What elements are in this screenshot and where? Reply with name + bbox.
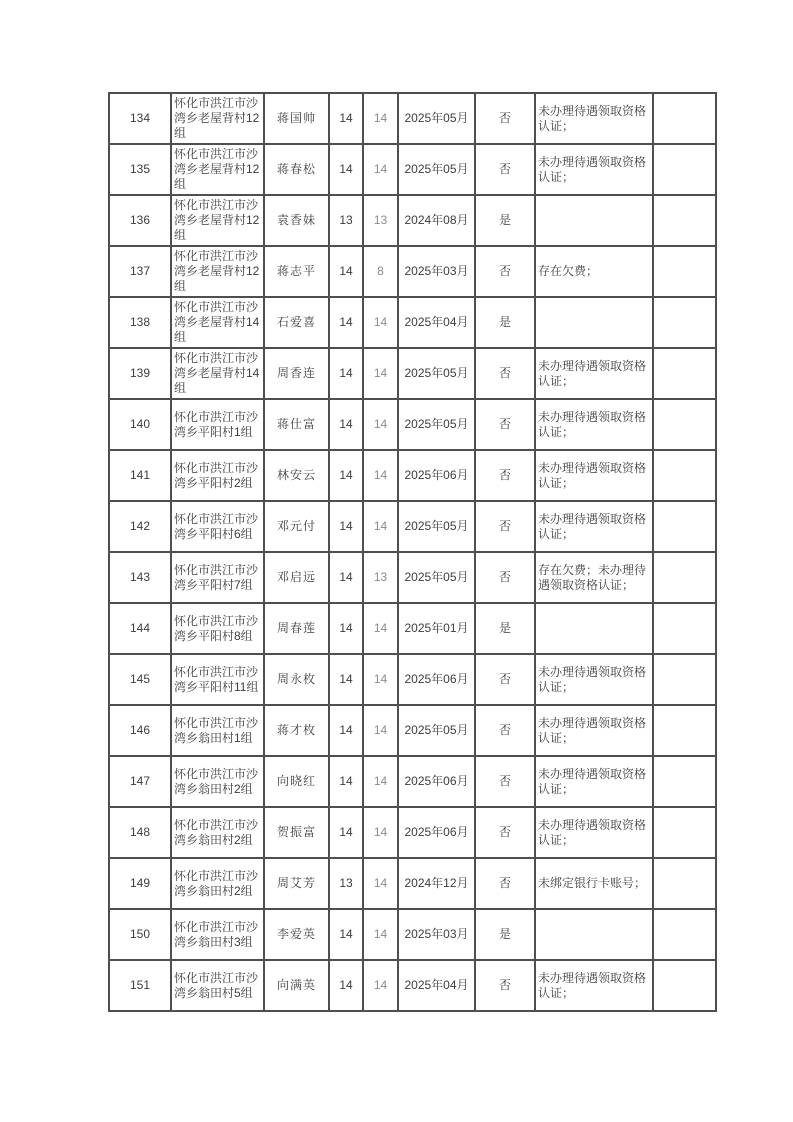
blank-cell [653, 93, 716, 144]
table-row [109, 960, 716, 1011]
table-row [109, 807, 716, 858]
remark-cell: 未办理待遇领取资格认证； [535, 807, 653, 858]
month-cell: 2025年01月 [398, 603, 475, 654]
month-cell: 2024年12月 [398, 858, 475, 909]
serial-number-cell: 135 [109, 144, 171, 195]
person-name-cell: 周艾芳 [264, 858, 329, 909]
address-cell: 怀化市洪江市沙湾乡翁田村2组 [171, 858, 264, 909]
remark-cell: 未办理待遇领取资格认证； [535, 348, 653, 399]
address-cell: 怀化市洪江市沙湾乡平阳村2组 [171, 450, 264, 501]
count-2-cell: 14 [363, 705, 398, 756]
serial-number-cell: 140 [109, 399, 171, 450]
table-row [109, 450, 716, 501]
serial-number-cell: 139 [109, 348, 171, 399]
yes-no-cell: 否 [475, 144, 535, 195]
month-cell: 2025年05月 [398, 552, 475, 603]
count-2-cell: 8 [363, 246, 398, 297]
remark-cell: 存在欠费；未办理待遇领取资格认证； [535, 552, 653, 603]
person-name-cell: 蒋国帅 [264, 93, 329, 144]
count-1-cell: 14 [329, 348, 363, 399]
month-cell: 2025年03月 [398, 246, 475, 297]
serial-number-cell: 148 [109, 807, 171, 858]
address-cell: 怀化市洪江市沙湾乡翁田村2组 [171, 756, 264, 807]
blank-cell [653, 450, 716, 501]
address-cell: 怀化市洪江市沙湾乡老屋背村14组 [171, 297, 264, 348]
remark-cell: 未办理待遇领取资格认证； [535, 705, 653, 756]
blank-cell [653, 246, 716, 297]
serial-number-cell: 136 [109, 195, 171, 246]
table-row [109, 144, 716, 195]
remark-cell: 未办理待遇领取资格认证； [535, 450, 653, 501]
count-1-cell: 14 [329, 501, 363, 552]
address-cell: 怀化市洪江市沙湾乡平阳村11组 [171, 654, 264, 705]
remark-cell: 未绑定银行卡账号； [535, 858, 653, 909]
count-1-cell: 13 [329, 858, 363, 909]
table-row [109, 93, 716, 144]
person-name-cell: 周香连 [264, 348, 329, 399]
remark-cell: 未办理待遇领取资格认证； [535, 93, 653, 144]
blank-cell [653, 144, 716, 195]
month-cell: 2025年06月 [398, 654, 475, 705]
remark-cell: 未办理待遇领取资格认证； [535, 144, 653, 195]
table-body [109, 93, 716, 1011]
table-row [109, 246, 716, 297]
count-1-cell: 14 [329, 807, 363, 858]
blank-cell [653, 909, 716, 960]
count-2-cell: 14 [363, 909, 398, 960]
address-cell: 怀化市洪江市沙湾乡老屋背村12组 [171, 195, 264, 246]
person-name-cell: 蒋志平 [264, 246, 329, 297]
month-cell: 2025年04月 [398, 297, 475, 348]
yes-no-cell: 否 [475, 93, 535, 144]
month-cell: 2025年06月 [398, 756, 475, 807]
blank-cell [653, 195, 716, 246]
blank-cell [653, 501, 716, 552]
blank-cell [653, 807, 716, 858]
blank-cell [653, 705, 716, 756]
month-cell: 2025年03月 [398, 909, 475, 960]
remark-cell: 未办理待遇领取资格认证； [535, 756, 653, 807]
person-name-cell: 贺振富 [264, 807, 329, 858]
count-2-cell: 14 [363, 603, 398, 654]
count-1-cell: 14 [329, 603, 363, 654]
count-2-cell: 14 [363, 297, 398, 348]
month-cell: 2025年05月 [398, 348, 475, 399]
remark-cell [535, 909, 653, 960]
count-2-cell: 14 [363, 450, 398, 501]
blank-cell [653, 552, 716, 603]
person-name-cell: 林安云 [264, 450, 329, 501]
table-row [109, 705, 716, 756]
month-cell: 2025年05月 [398, 93, 475, 144]
table-row [109, 552, 716, 603]
count-1-cell: 14 [329, 654, 363, 705]
address-cell: 怀化市洪江市沙湾乡老屋背村12组 [171, 144, 264, 195]
count-2-cell: 14 [363, 501, 398, 552]
count-2-cell: 14 [363, 858, 398, 909]
address-cell: 怀化市洪江市沙湾乡老屋背村12组 [171, 246, 264, 297]
yes-no-cell: 否 [475, 246, 535, 297]
serial-number-cell: 138 [109, 297, 171, 348]
person-name-cell: 石爱喜 [264, 297, 329, 348]
serial-number-cell: 144 [109, 603, 171, 654]
remark-cell: 未办理待遇领取资格认证； [535, 960, 653, 1011]
count-2-cell: 14 [363, 960, 398, 1011]
yes-no-cell: 否 [475, 654, 535, 705]
person-name-cell: 邓启远 [264, 552, 329, 603]
address-cell: 怀化市洪江市沙湾乡翁田村3组 [171, 909, 264, 960]
count-2-cell: 14 [363, 93, 398, 144]
count-1-cell: 14 [329, 705, 363, 756]
serial-number-cell: 147 [109, 756, 171, 807]
month-cell: 2025年04月 [398, 960, 475, 1011]
table-row [109, 501, 716, 552]
serial-number-cell: 137 [109, 246, 171, 297]
table-row [109, 195, 716, 246]
table-row [109, 603, 716, 654]
serial-number-cell: 141 [109, 450, 171, 501]
table-row [109, 399, 716, 450]
count-2-cell: 13 [363, 195, 398, 246]
blank-cell [653, 858, 716, 909]
remark-cell [535, 603, 653, 654]
blank-cell [653, 399, 716, 450]
address-cell: 怀化市洪江市沙湾乡平阳村7组 [171, 552, 264, 603]
yes-no-cell: 是 [475, 603, 535, 654]
blank-cell [653, 603, 716, 654]
serial-number-cell: 143 [109, 552, 171, 603]
pension-records-table [108, 92, 717, 1012]
count-1-cell: 14 [329, 909, 363, 960]
blank-cell [653, 297, 716, 348]
month-cell: 2025年05月 [398, 399, 475, 450]
yes-no-cell: 否 [475, 807, 535, 858]
count-1-cell: 14 [329, 756, 363, 807]
month-cell: 2024年08月 [398, 195, 475, 246]
remark-cell [535, 297, 653, 348]
serial-number-cell: 142 [109, 501, 171, 552]
blank-cell [653, 654, 716, 705]
table-row [109, 858, 716, 909]
person-name-cell: 袁香妹 [264, 195, 329, 246]
address-cell: 怀化市洪江市沙湾乡翁田村2组 [171, 807, 264, 858]
person-name-cell: 周永枚 [264, 654, 329, 705]
address-cell: 怀化市洪江市沙湾乡老屋背村12组 [171, 93, 264, 144]
yes-no-cell: 是 [475, 909, 535, 960]
serial-number-cell: 145 [109, 654, 171, 705]
yes-no-cell: 否 [475, 705, 535, 756]
month-cell: 2025年06月 [398, 807, 475, 858]
address-cell: 怀化市洪江市沙湾乡翁田村5组 [171, 960, 264, 1011]
address-cell: 怀化市洪江市沙湾乡翁田村1组 [171, 705, 264, 756]
address-cell: 怀化市洪江市沙湾乡平阳村1组 [171, 399, 264, 450]
count-2-cell: 14 [363, 807, 398, 858]
count-1-cell: 14 [329, 144, 363, 195]
count-1-cell: 14 [329, 450, 363, 501]
month-cell: 2025年05月 [398, 501, 475, 552]
month-cell: 2025年05月 [398, 705, 475, 756]
table-row [109, 909, 716, 960]
blank-cell [653, 960, 716, 1011]
table-row [109, 654, 716, 705]
yes-no-cell: 否 [475, 756, 535, 807]
person-name-cell: 周春莲 [264, 603, 329, 654]
yes-no-cell: 否 [475, 960, 535, 1011]
count-2-cell: 14 [363, 756, 398, 807]
remark-cell: 未办理待遇领取资格认证； [535, 399, 653, 450]
serial-number-cell: 150 [109, 909, 171, 960]
serial-number-cell: 151 [109, 960, 171, 1011]
yes-no-cell: 否 [475, 552, 535, 603]
count-1-cell: 13 [329, 195, 363, 246]
address-cell: 怀化市洪江市沙湾乡老屋背村14组 [171, 348, 264, 399]
count-2-cell: 14 [363, 654, 398, 705]
remark-cell: 存在欠费； [535, 246, 653, 297]
yes-no-cell: 否 [475, 858, 535, 909]
person-name-cell: 李爱英 [264, 909, 329, 960]
count-2-cell: 14 [363, 399, 398, 450]
table-row [109, 348, 716, 399]
count-1-cell: 14 [329, 297, 363, 348]
yes-no-cell: 是 [475, 297, 535, 348]
address-cell: 怀化市洪江市沙湾乡平阳村6组 [171, 501, 264, 552]
count-2-cell: 14 [363, 348, 398, 399]
serial-number-cell: 149 [109, 858, 171, 909]
count-1-cell: 14 [329, 246, 363, 297]
count-1-cell: 14 [329, 552, 363, 603]
table-row [109, 756, 716, 807]
count-1-cell: 14 [329, 960, 363, 1011]
count-2-cell: 14 [363, 144, 398, 195]
yes-no-cell: 否 [475, 399, 535, 450]
month-cell: 2025年05月 [398, 144, 475, 195]
person-name-cell: 邓元付 [264, 501, 329, 552]
yes-no-cell: 否 [475, 450, 535, 501]
month-cell: 2025年06月 [398, 450, 475, 501]
serial-number-cell: 134 [109, 93, 171, 144]
person-name-cell: 蒋才枚 [264, 705, 329, 756]
blank-cell [653, 756, 716, 807]
remark-cell: 未办理待遇领取资格认证； [535, 654, 653, 705]
address-cell: 怀化市洪江市沙湾乡平阳村8组 [171, 603, 264, 654]
yes-no-cell: 否 [475, 348, 535, 399]
person-name-cell: 向晓红 [264, 756, 329, 807]
count-1-cell: 14 [329, 93, 363, 144]
person-name-cell: 向满英 [264, 960, 329, 1011]
yes-no-cell: 是 [475, 195, 535, 246]
person-name-cell: 蒋仕富 [264, 399, 329, 450]
serial-number-cell: 146 [109, 705, 171, 756]
person-name-cell: 蒋春松 [264, 144, 329, 195]
count-1-cell: 14 [329, 399, 363, 450]
remark-cell: 未办理待遇领取资格认证； [535, 501, 653, 552]
table-row [109, 297, 716, 348]
blank-cell [653, 348, 716, 399]
count-2-cell: 13 [363, 552, 398, 603]
yes-no-cell: 否 [475, 501, 535, 552]
remark-cell [535, 195, 653, 246]
